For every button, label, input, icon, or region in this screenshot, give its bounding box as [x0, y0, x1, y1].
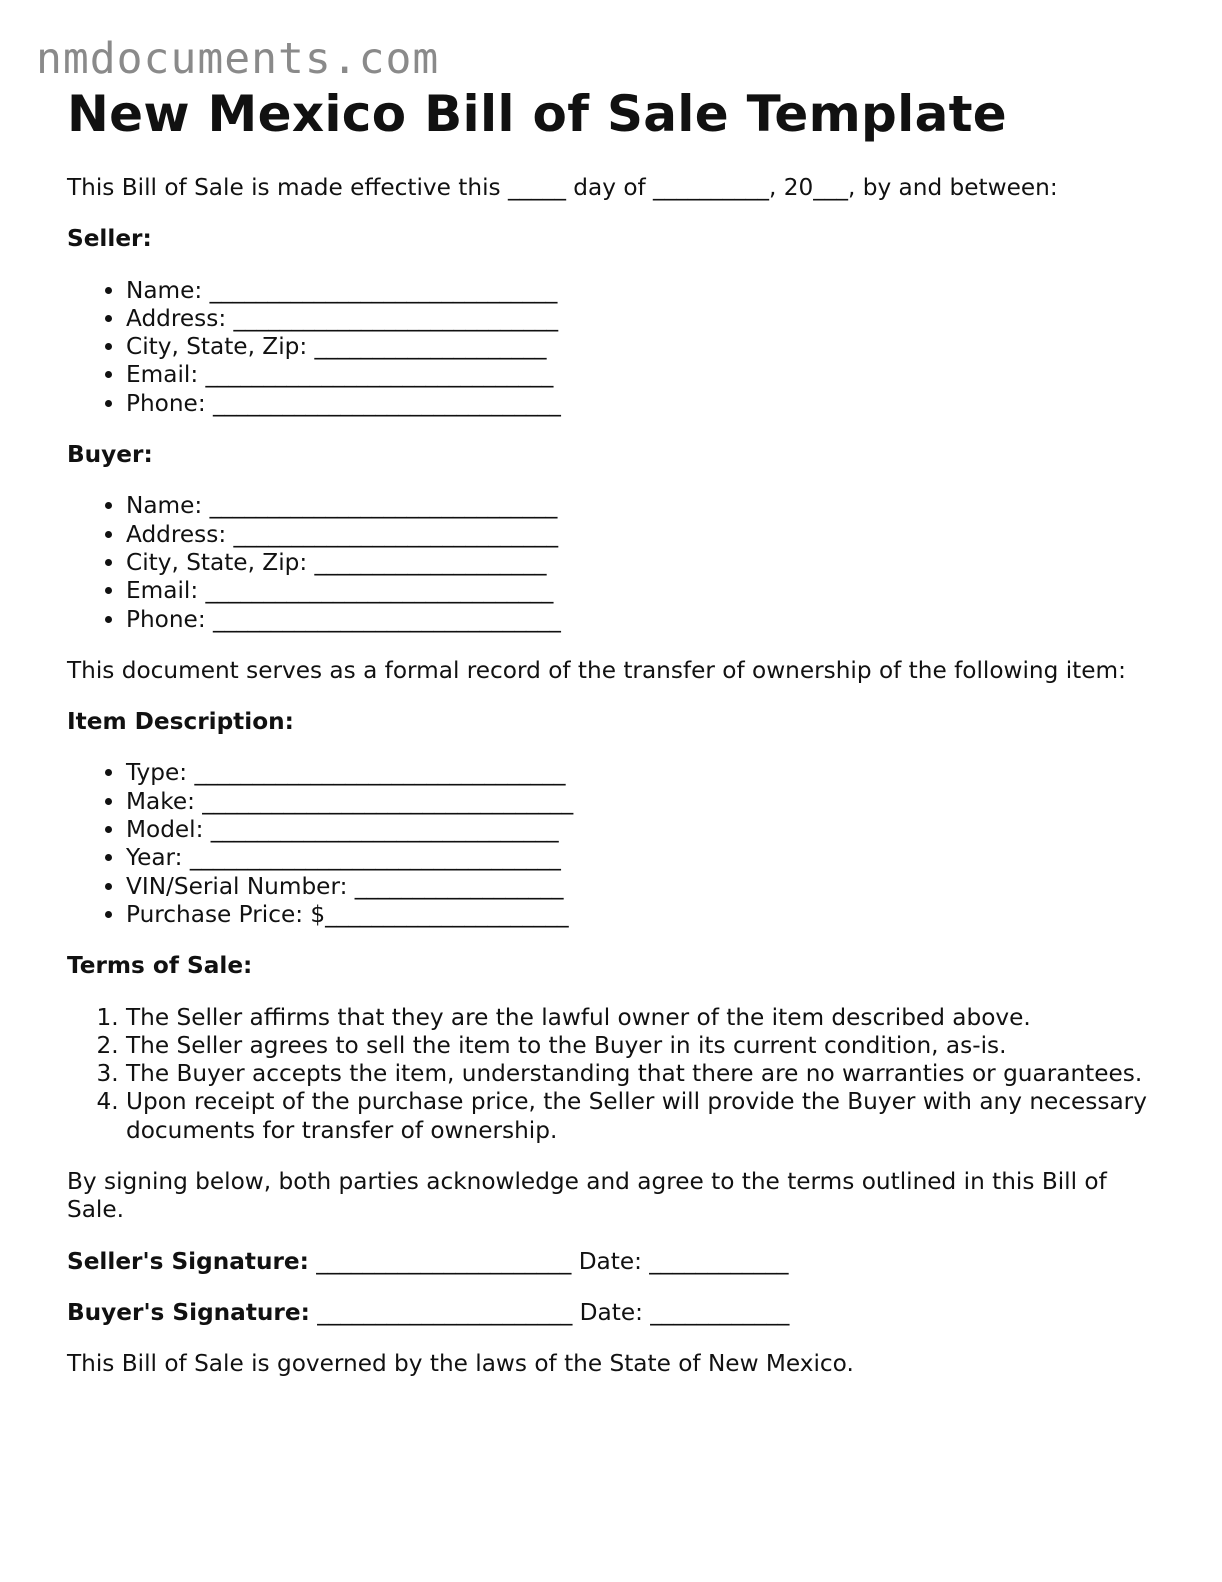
acknowledgement-paragraph: By signing below, both parties acknowledge and agree to the terms outlined in this Bill of Sale. [67, 1168, 1107, 1224]
terms-heading: Terms of Sale: [67, 952, 253, 980]
buyer-signature-blanks: ______________________ Date: ____________ [309, 1298, 790, 1326]
buyer-address-field: • Address: ____________________________ [126, 521, 1147, 549]
document-body [67, 84, 1147, 1379]
seller-phone-field: • Phone: ______________________________ [126, 390, 1147, 418]
terms-item: 3. The Buyer accepts the item, understanding that there are no warranties or guarantees. [126, 1060, 1147, 1088]
item-fields-list [67, 759, 1147, 929]
item-vin-field: • VIN/Serial Number: __________________ [126, 873, 1147, 901]
item-purchase-price-field: • Purchase Price: $_____________________ [126, 901, 1147, 929]
intro-paragraph: This Bill of Sale is made effective this _____ day of __________, 20___, by and between: [67, 174, 1058, 201]
buyer-fields-list [67, 492, 1147, 633]
transfer-statement: This document serves as a formal record of the transfer of ownership of the following item: [67, 656, 1126, 684]
buyer-city-state-zip-field: • City, State, Zip: ____________________ [126, 549, 1147, 577]
item-description-heading: Item Description: [67, 708, 294, 736]
seller-name-field: • Name: ______________________________ [126, 277, 1147, 305]
buyer-signature-line [67, 1299, 1147, 1327]
seller-email-field: • Email: ______________________________ [126, 361, 1147, 389]
item-year-field: • Year: ________________________________ [126, 844, 1147, 872]
item-type-field: • Type: ________________________________ [126, 759, 1147, 787]
seller-signature-label: Seller's Signature: [67, 1247, 309, 1275]
buyer-email-field: • Email: ______________________________ [126, 577, 1147, 605]
item-model-field: • Model: ______________________________ [126, 816, 1147, 844]
watermark-site-name: nmdocuments.com [36, 34, 440, 84]
buyer-phone-field: • Phone: ______________________________ [126, 606, 1147, 634]
item-make-field: • Make: ________________________________ [126, 788, 1147, 816]
seller-city-state-zip-field: • City, State, Zip: ____________________ [126, 333, 1147, 361]
terms-item: 4. Upon receipt of the purchase price, the Seller will provide the Buyer with any necessary documents for transfer of ownership. [126, 1088, 1147, 1145]
page-title: New Mexico Bill of Sale Template [67, 85, 1008, 143]
seller-heading: Seller: [67, 225, 152, 253]
terms-item: 2. The Seller agrees to sell the item to the Buyer in its current condition, as-is. [126, 1032, 1147, 1060]
buyer-name-field: • Name: ______________________________ [126, 492, 1147, 520]
buyer-signature-label: Buyer's Signature: [67, 1298, 310, 1326]
governing-law-statement: This Bill of Sale is governed by the laws of the State of New Mexico. [67, 1350, 854, 1378]
seller-fields-list [67, 277, 1147, 418]
terms-list [67, 1004, 1147, 1145]
seller-signature-blanks: ______________________ Date: ____________ [308, 1247, 789, 1275]
buyer-heading: Buyer: [67, 441, 153, 469]
seller-address-field: • Address: ____________________________ [126, 305, 1147, 333]
terms-item: 1. The Seller affirms that they are the lawful owner of the item described above. [126, 1004, 1147, 1032]
seller-signature-line [67, 1248, 1147, 1276]
